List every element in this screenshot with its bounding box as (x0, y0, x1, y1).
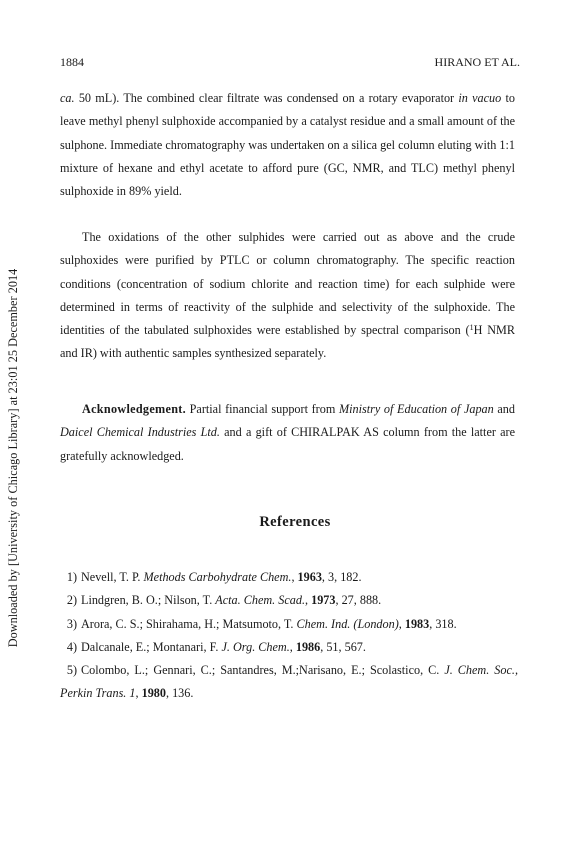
reference-separator: , (291, 570, 298, 584)
reference-number: 3) (66, 616, 77, 631)
italic-in-vacuo: in vacuo (458, 91, 502, 105)
reference-authors: Colombo, L.; Gennari, C.; Santandres, M.;Narisano, E.; Scolastico, C. (81, 663, 445, 678)
reference-journal: J. Chem. Soc., Perkin Trans. 1 (60, 663, 518, 701)
reference-year: 1986 (295, 639, 321, 654)
reference-number: 4) (66, 639, 77, 654)
italic-ministry: Ministry of Education of Japan (338, 402, 494, 416)
reference-volume-pages: , 51, 567. (320, 639, 366, 654)
reference-number: 2) (66, 593, 77, 608)
reference-separator: , (398, 616, 405, 631)
reference-volume-pages: , 136. (165, 686, 194, 701)
reference-authors: Nevell, T. P. (81, 570, 144, 584)
italic-ca: ca. (60, 91, 75, 105)
paragraph-filtrate (60, 87, 515, 203)
reference-authors: Arora, C. S.; Shirahama, H.; Matsumoto, T. (81, 616, 297, 631)
reference-journal: Chem. Ind. (London) (296, 616, 399, 631)
paragraph-filtrate-text (60, 87, 515, 203)
reference-item (60, 589, 518, 612)
reference-authors: Lindgren, B. O.; Nilson, T. (81, 593, 216, 608)
superscript-1: 1 (469, 323, 474, 333)
reference-item (60, 636, 518, 659)
references-heading: References (259, 514, 331, 530)
reference-item (60, 613, 518, 636)
italic-daicel: Daicel Chemical Industries Ltd. (60, 425, 220, 440)
para3-text-2: and (493, 402, 515, 416)
reference-year: 1983 (404, 616, 430, 631)
reference-year: 1963 (297, 570, 322, 584)
reference-volume-pages: , 318. (429, 616, 457, 631)
para3-text-1: Partial financial support from (185, 402, 339, 416)
reference-number: 5) (66, 663, 77, 678)
paragraph-acknowledgement-text (60, 398, 515, 468)
page-number: 1884 (60, 55, 84, 69)
reference-separator: , (289, 639, 296, 654)
reference-year: 1980 (141, 686, 166, 701)
running-title: HIRANO ET AL. (434, 55, 520, 69)
reference-number: 1) (66, 570, 77, 584)
reference-separator: , (135, 686, 142, 701)
reference-volume-pages: , 3, 182. (321, 570, 362, 584)
reference-authors: Dalcanale, E.; Montanari, F. (81, 639, 222, 654)
para3-text-3: and a gift of CHIRALPAK AS column from the latter are gratefully acknowledged. (60, 425, 516, 463)
para1-text-1: 50 mL). The combined clear filtrate was condensed on a rotary evaporator (74, 91, 459, 105)
para2-text-2: H NMR and IR) with authentic samples synthesized separately. (60, 323, 515, 361)
paragraph-oxidations-text (60, 226, 515, 366)
paragraph-acknowledgement (60, 398, 515, 468)
reference-year: 1973 (311, 593, 336, 608)
acknowledgement-heading: Acknowledgement. (82, 402, 186, 416)
reference-separator: , (305, 593, 312, 608)
reference-item (60, 659, 518, 706)
reference-journal: J. Org. Chem. (221, 639, 290, 654)
reference-list (60, 566, 518, 706)
para1-text-2: to leave methyl phenyl sulphoxide accompanied by a catalyst residue and a small amount of the sulphone. Immediate chromatography was undertaken on a silica gel column eluting with 1:1 mixture of hexane and ethyl acetate to afford pure (GC, NMR, and TLC) methyl phenyl sulphoxide in 89% yield. (60, 91, 515, 199)
download-note: Downloaded by [University of Chicago Library] at 23:01 25 December 2014 (6, 268, 20, 648)
para2-text-1: The oxidations of the other sulphides were carried out as above and the crude sulphoxides were purified by PTLC or column chromatography. The specific reaction conditions (concentration of sodium chlorite and reaction time) for each sulphide were determined in terms of reactivity of the sulphide and selectivity of the sulphoxide. The identities of the tabulated sulphoxides were established by spectral comparison ( (60, 230, 515, 338)
reference-journal: Acta. Chem. Scad. (215, 593, 305, 608)
paragraph-oxidations (60, 226, 515, 366)
reference-volume-pages: , 27, 888. (335, 593, 382, 608)
reference-journal: Methods Carbohydrate Chem. (143, 570, 292, 584)
reference-item (60, 566, 518, 589)
